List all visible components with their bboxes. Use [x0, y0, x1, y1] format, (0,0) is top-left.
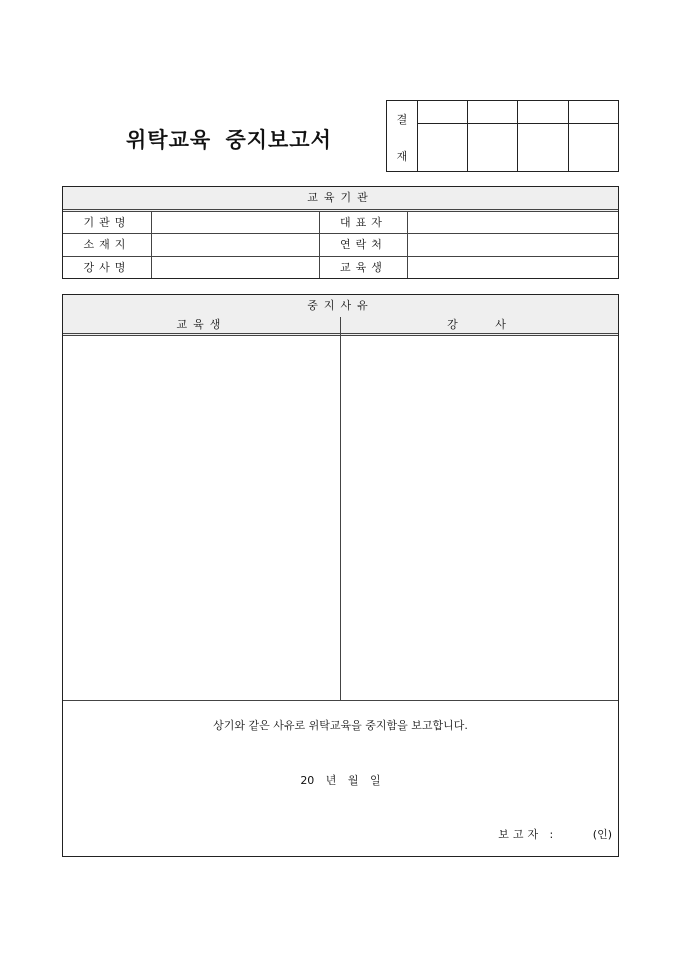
institution-row	[63, 233, 618, 256]
approval-column-line	[467, 101, 468, 171]
institution-row	[63, 256, 618, 279]
approval-label-top: 결	[396, 113, 408, 126]
reason-instructor-column-header: 강 사	[341, 317, 618, 336]
label-trainee: 교육생	[340, 261, 387, 274]
approval-column-line	[568, 101, 569, 171]
label-address: 소재지	[83, 238, 131, 251]
label-institution-name: 기관명	[83, 216, 131, 229]
approval-box	[386, 100, 619, 172]
contact-field[interactable]	[408, 234, 618, 256]
reason-instructor-area[interactable]	[341, 338, 618, 700]
institution-name-field[interactable]	[152, 212, 318, 234]
reporter-line	[498, 826, 612, 842]
institution-row	[63, 212, 618, 234]
representative-field[interactable]	[408, 212, 618, 234]
reason-trainee-area[interactable]	[63, 338, 340, 700]
approval-column-line	[517, 101, 518, 171]
label-representative: 대표자	[340, 216, 387, 229]
institution-header: 교육기관	[63, 187, 618, 212]
reporter-label: 보고자 :	[498, 828, 558, 841]
reason-section	[62, 294, 619, 857]
document-title: 위탁교육 중지보고서	[126, 128, 332, 152]
reason-header: 중지사유	[63, 295, 618, 317]
trainee-field[interactable]	[408, 257, 618, 279]
approval-label-bottom: 재	[396, 150, 408, 163]
instructor-name-field[interactable]	[152, 257, 318, 279]
address-field[interactable]	[152, 234, 318, 256]
seal-mark: (인)	[592, 828, 612, 841]
label-instructor-name: 강사명	[83, 261, 131, 274]
footer-divider	[63, 700, 618, 701]
label-contact: 연락처	[340, 238, 387, 251]
reason-trainee-column-header: 교육생	[63, 317, 340, 336]
report-date: 20 년 월 일	[300, 774, 381, 787]
report-statement: 상기와 같은 사유로 위탁교육을 중지함을 보고합니다.	[213, 719, 468, 732]
institution-section	[62, 186, 619, 279]
